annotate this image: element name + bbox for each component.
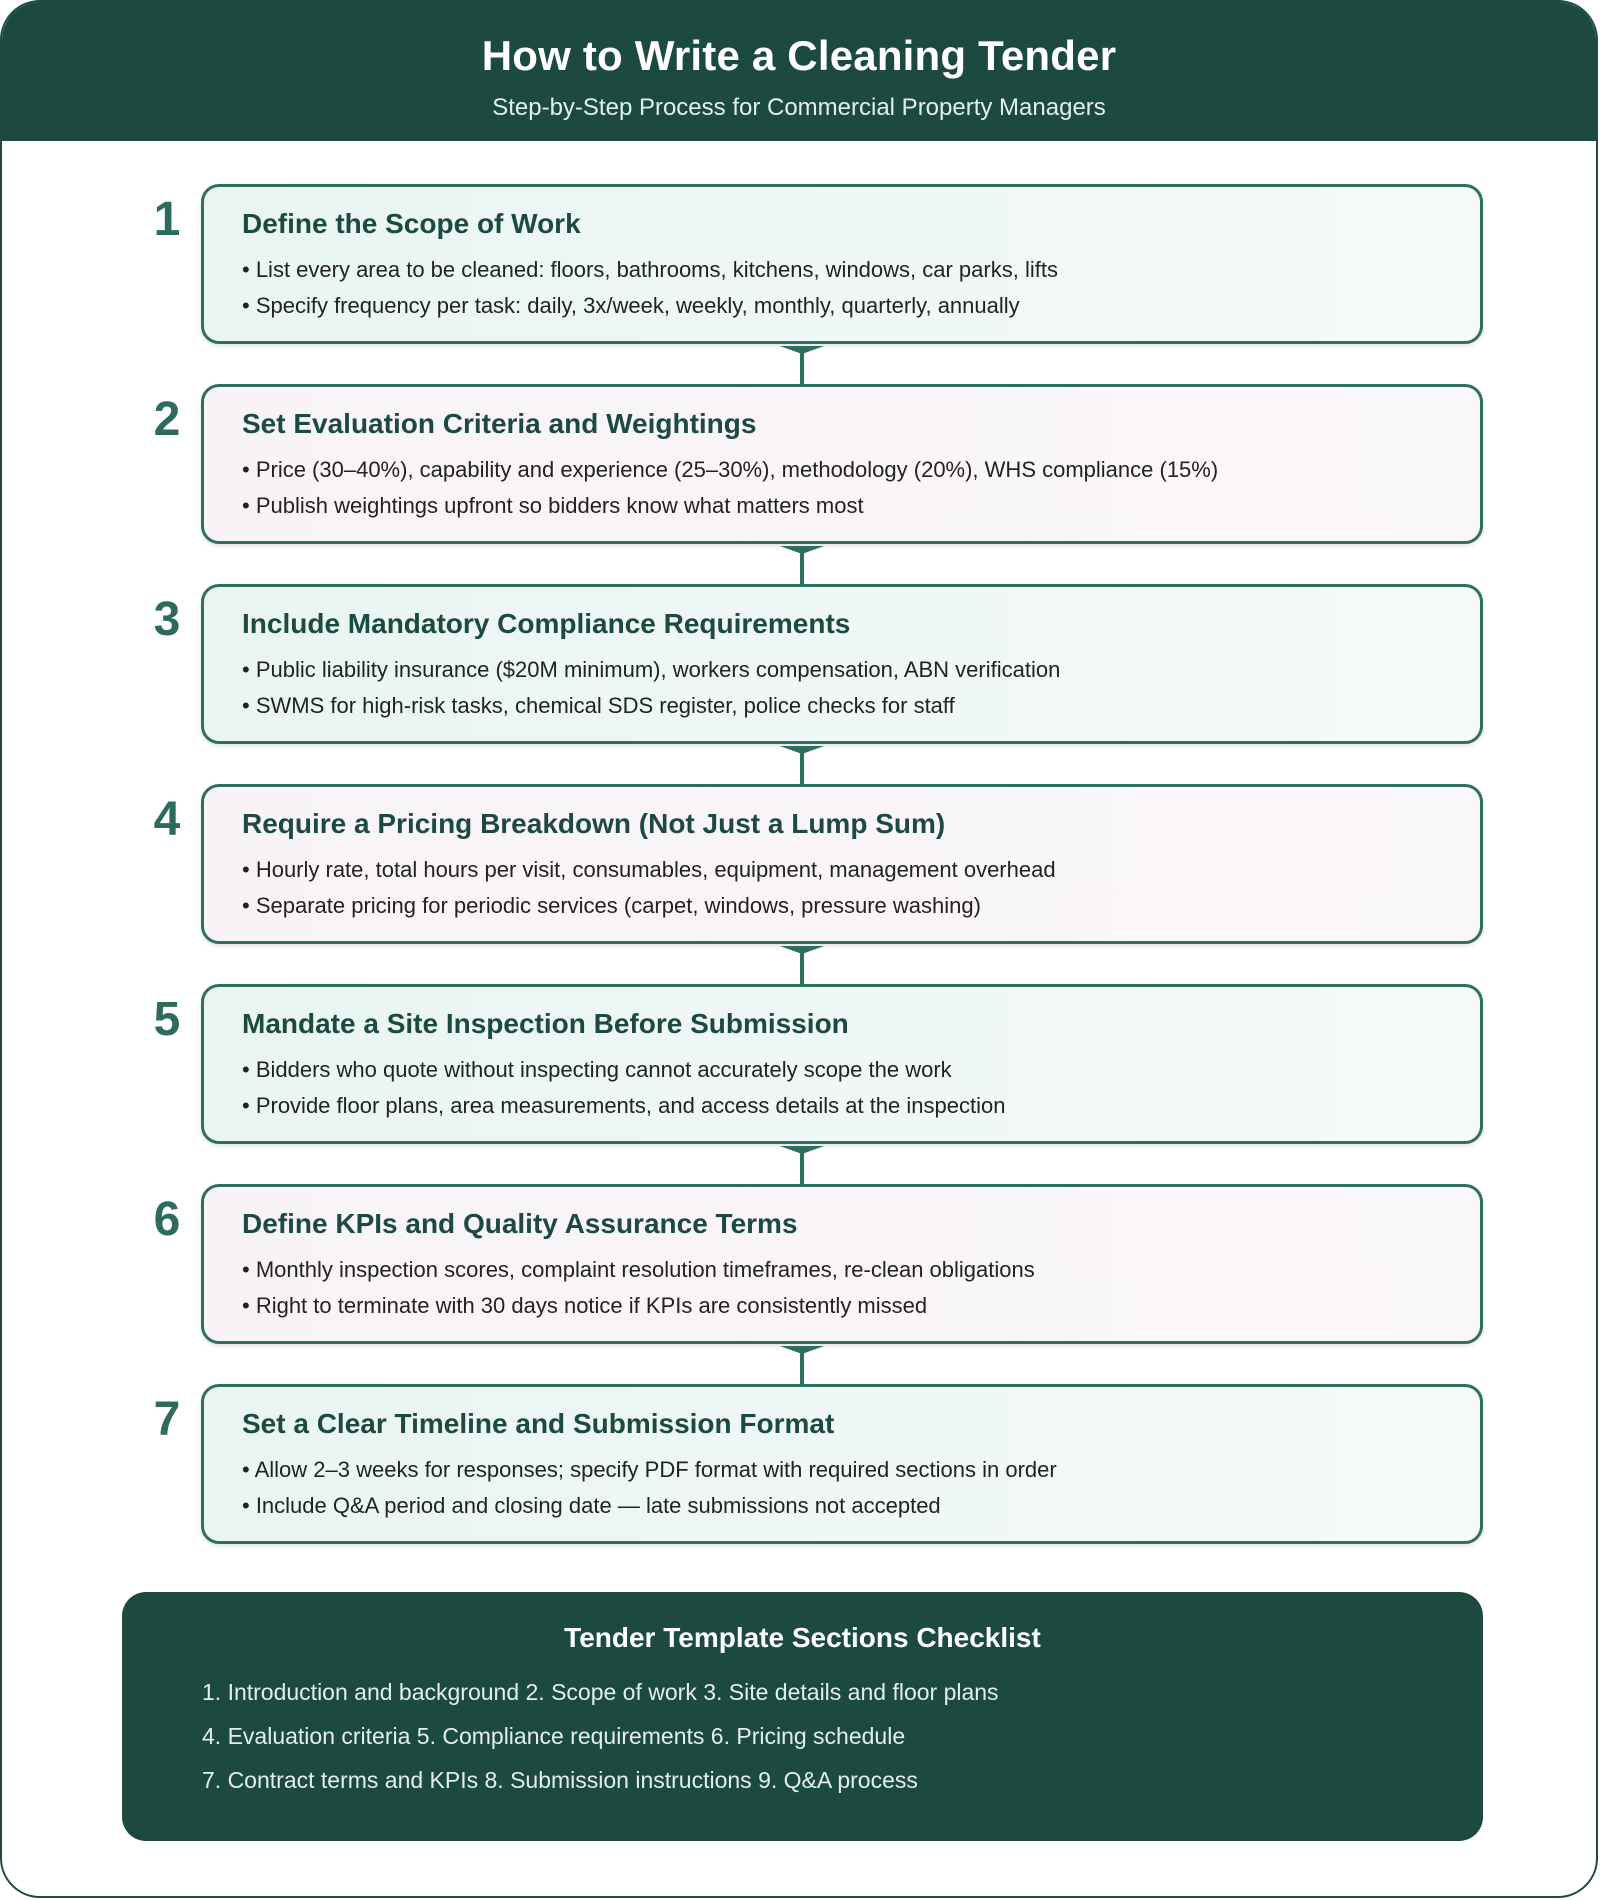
step-bullet: • List every area to be cleaned: floors, bathrooms, kitchens, windows, car parks, lifts: [242, 257, 1058, 282]
step-4: [2, 784, 1596, 948]
step-bullet: • Price (30–40%), capability and experience (25–30%), methodology (20%), WHS compliance (15%): [242, 457, 1219, 482]
step-bullet: • Separate pricing for periodic services (carpet, windows, pressure washing): [242, 893, 981, 918]
connector-line: [800, 346, 804, 384]
step-bullet: • Allow 2–3 weeks for responses; specify PDF format with required sections in order: [242, 1457, 1057, 1482]
sections-checklist: [122, 1592, 1483, 1841]
connector-line: [800, 746, 804, 784]
step-title: Require a Pricing Breakdown (Not Just a Lump Sum): [242, 808, 946, 839]
step-card: [201, 1184, 1483, 1344]
step-number: 4: [153, 793, 181, 846]
step-title: Set a Clear Timeline and Submission Format: [242, 1408, 835, 1439]
step-title: Set Evaluation Criteria and Weightings: [242, 408, 757, 439]
step-bullet: • SWMS for high-risk tasks, chemical SDS register, police checks for staff: [242, 693, 955, 718]
step-title: Define KPIs and Quality Assurance Terms: [242, 1208, 798, 1239]
step-6: [2, 1184, 1596, 1348]
step-bullet: • Hourly rate, total hours per visit, consumables, equipment, management overhead: [242, 857, 1056, 882]
step-bullet: • Right to terminate with 30 days notice if KPIs are consistently missed: [242, 1293, 928, 1318]
step-bullet: • Provide floor plans, area measurements, and access details at the inspection: [242, 1093, 1006, 1118]
step-2: [2, 384, 1596, 548]
step-title: Include Mandatory Compliance Requirements: [242, 608, 851, 639]
step-1: [2, 184, 1596, 348]
step-card: [201, 784, 1483, 944]
connector-line: [800, 1346, 804, 1384]
step-bullet: • Publish weightings upfront so bidders know what matters most: [242, 493, 864, 518]
checklist-title: Tender Template Sections Checklist: [564, 1622, 1041, 1653]
connector-line: [800, 1146, 804, 1184]
step-number: 3: [153, 593, 181, 646]
checklist-line: 1. Introduction and background 2. Scope of work 3. Site details and floor plans: [202, 1679, 999, 1705]
step-bullet: • Include Q&A period and closing date — late submissions not accepted: [242, 1493, 941, 1518]
step-card: [201, 984, 1483, 1144]
step-3: [2, 584, 1596, 748]
checklist-line: 4. Evaluation criteria 5. Compliance requirements 6. Pricing schedule: [202, 1723, 906, 1749]
step-title: Define the Scope of Work: [242, 208, 581, 239]
step-title: Mandate a Site Inspection Before Submission: [242, 1008, 849, 1039]
step-number: 1: [153, 193, 181, 246]
step-card: [201, 584, 1483, 744]
step-number: 5: [153, 993, 181, 1046]
connector-line: [800, 546, 804, 584]
step-card: [201, 384, 1483, 544]
step-card: [201, 1384, 1483, 1544]
step-bullet: • Bidders who quote without inspecting cannot accurately scope the work: [242, 1057, 952, 1082]
checklist-line: 7. Contract terms and KPIs 8. Submission instructions 9. Q&A process: [202, 1767, 918, 1793]
step-bullet: • Monthly inspection scores, complaint resolution timeframes, re-clean obligations: [242, 1257, 1035, 1282]
connector-line: [800, 946, 804, 984]
header-banner: [2, 2, 1596, 141]
step-7: [2, 1384, 1596, 1548]
page-title: How to Write a Cleaning Tender: [481, 32, 1117, 79]
step-card: [201, 184, 1483, 344]
step-number: 2: [153, 393, 181, 446]
page-subtitle: Step-by-Step Process for Commercial Property Managers: [492, 94, 1106, 121]
step-bullet: • Public liability insurance ($20M minimum), workers compensation, ABN verification: [242, 657, 1061, 682]
step-5: [2, 984, 1596, 1148]
step-number: 7: [153, 1393, 181, 1446]
step-number: 6: [153, 1193, 181, 1246]
step-bullet: • Specify frequency per task: daily, 3x/week, weekly, monthly, quarterly, annually: [242, 293, 1020, 318]
